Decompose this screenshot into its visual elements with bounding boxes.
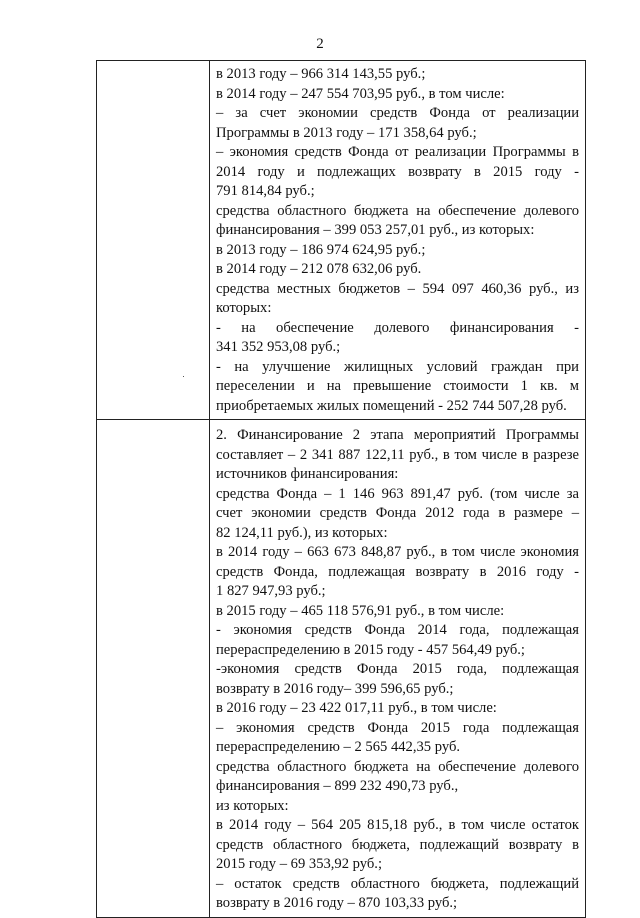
text-line: 2. Финансирование 2 этапа мероприятий Программы	[216, 427, 579, 443]
text-line: 341 352 953,08 руб.;	[216, 339, 341, 355]
page-number: 2	[316, 36, 324, 52]
text-line: средства Фонда – 1 146 963 891,47 руб. (том числе за	[216, 485, 579, 502]
text-line: в 2013 году – 186 974 624,95 руб.;	[216, 241, 426, 258]
text-line: 791 814,84 руб.;	[216, 183, 315, 199]
text-line: в 2015 году – 465 118 576,91 руб., в том числе:	[216, 602, 505, 619]
text-line: -экономия средств Фонда 2015 года, подлежащая	[216, 661, 579, 677]
text-line: – экономия средств Фонда 2015 года подлежащая	[216, 719, 579, 736]
text-line: 1 827 947,93 руб.;	[216, 583, 326, 599]
text-line: - экономия средств Фонда 2014 года, подлежащая	[216, 622, 579, 638]
text-line: средств Фонда, подлежащая возврату в 2016 году -	[216, 563, 579, 580]
text-line: в 2016 году – 23 422 017,11 руб., в том числе:	[216, 700, 497, 716]
text-line: - на обеспечение долевого финансирования -	[216, 319, 579, 336]
text-line: 2015 году – 69 353,92 руб.;	[216, 856, 383, 872]
table-cell-stage1-text	[210, 61, 586, 420]
text-line: в 2014 году – 247 554 703,95 руб., в том числе:	[216, 85, 505, 102]
text-line: в 2014 году – 663 673 848,87 руб., в том числе экономия	[216, 544, 579, 560]
text-line: перераспределению – 2 565 442,35 руб.	[216, 739, 461, 755]
table-row-stage1	[97, 61, 586, 420]
text-line: которых:	[216, 300, 272, 316]
text-line: возврату в 2016 году– 399 596,65 руб.;	[216, 680, 454, 697]
text-line: источников финансирования:	[216, 466, 399, 482]
text-line: – за счет экономии средств Фонда от реализации	[216, 105, 579, 121]
text-line: 82 124,11 руб.), из которых:	[216, 524, 388, 541]
text-line: счет экономии средств Фонда 2012 года в размере –	[216, 505, 579, 521]
text-line: средства областного бюджета на обеспечение долевого	[216, 758, 579, 775]
text-line: – экономия средств Фонда от реализации Программы в	[216, 144, 579, 160]
text-line: в 2014 году – 212 078 632,06 руб.	[216, 261, 422, 277]
text-line: средства областного бюджета на обеспечение долевого	[216, 202, 579, 219]
text-line: - на улучшение жилищных условий граждан при	[216, 358, 579, 375]
table-cell-stage2-text	[210, 420, 586, 918]
text-line: переселении и на превышение стоимости 1 кв. м	[216, 378, 579, 394]
table-cell-left	[97, 420, 210, 918]
table-row-stage2	[97, 420, 586, 918]
text-line: перераспределению в 2015 году - 457 564,49 руб.;	[216, 641, 525, 658]
text-line: в 2014 году – 564 205 815,18 руб., в том числе остаток	[216, 817, 579, 833]
text-line: средства местных бюджетов – 594 097 460,36 руб., из	[216, 280, 579, 297]
text-line: Программы в 2013 году – 171 358,64 руб.;	[216, 124, 477, 141]
text-line: в 2013 году – 966 314 143,55 руб.;	[216, 66, 426, 82]
text-line: возврату в 2016 году – 870 103,33 руб.;	[216, 895, 458, 911]
text-line: составляет – 2 341 887 122,11 руб., в том числе в разрезе	[216, 446, 579, 463]
text-line: финансирования – 899 232 490,73 руб.,	[216, 778, 459, 794]
financing-table	[96, 60, 586, 918]
text-line: 2014 году и подлежащих возврату в 2015 году -	[216, 163, 579, 180]
table-cell-left	[97, 61, 210, 420]
text-line: – остаток средств областного бюджета, подлежащий	[216, 875, 579, 892]
text-line: приобретаемых жилых помещений - 252 744 507,28 руб.	[216, 397, 567, 414]
text-line: финансирования – 399 053 257,01 руб., из которых:	[216, 222, 535, 238]
text-line: средств областного бюджета, подлежащий возврату в	[216, 836, 579, 853]
text-line: из которых:	[216, 797, 289, 814]
scan-speck	[183, 376, 184, 377]
